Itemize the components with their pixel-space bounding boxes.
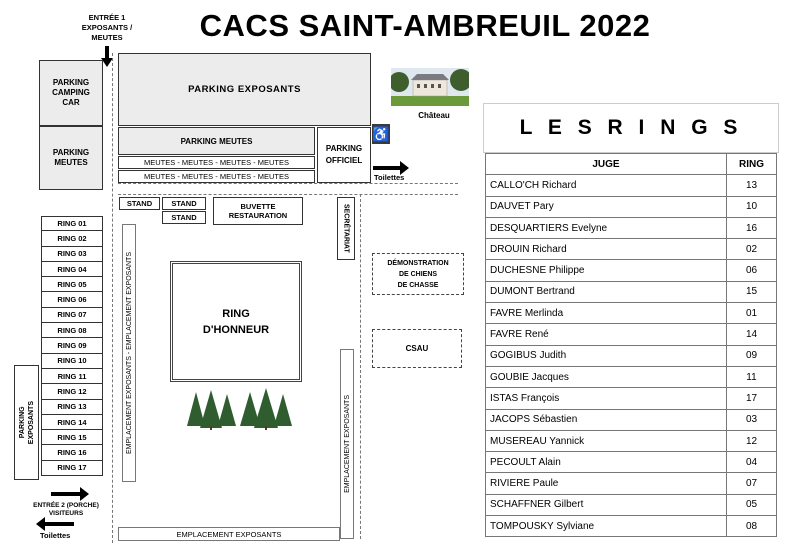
ring-number-cell: 06: [727, 260, 777, 281]
meutes-row-2-label: MEUTES - MEUTES - MEUTES - MEUTES: [143, 172, 289, 181]
table-row: [486, 366, 777, 387]
ring-number-cell: 11: [727, 366, 777, 387]
ring-list-item: RING 14: [41, 415, 103, 430]
ring-list-item: RING 04: [41, 262, 103, 277]
emplacement-exposants-left: [122, 224, 136, 482]
table-row: [486, 324, 777, 345]
parking-exposants-top: [118, 53, 371, 126]
ring-list-item: RING 03: [41, 247, 103, 262]
stand-2-label: STAND: [171, 199, 197, 208]
judge-name-cell: MUSEREAU Yannick: [486, 430, 727, 451]
judge-name-cell: ISTAS François: [486, 388, 727, 409]
judge-name-cell: TOMPOUSKY Sylviane: [486, 516, 727, 537]
entrance-1-line3: MEUTES: [91, 33, 123, 42]
path-line: [112, 53, 113, 543]
ring-number-cell: 08: [727, 516, 777, 537]
ring-list-item: RING 06: [41, 292, 103, 307]
ring-list-item: RING 02: [41, 231, 103, 246]
ring-number-cell: 13: [727, 175, 777, 196]
parking-exposants-top-label: PARKING EXPOSANTS: [188, 84, 301, 95]
table-row: [486, 281, 777, 302]
emplacement-left-label: EMPLACEMENT EXPOSANTS - EMPLACEMENT EXPOSANTS: [125, 251, 133, 454]
parking-meutes-center: [118, 127, 315, 155]
judges-table: [485, 153, 777, 537]
table-row: [486, 430, 777, 451]
ring-list-item: RING 08: [41, 323, 103, 338]
table-row: [486, 196, 777, 217]
emplacement-bottom-label: EMPLACEMENT EXPOSANTS: [176, 529, 282, 539]
ring-number-cell: 02: [727, 239, 777, 260]
parking-exposants-left-line2: EXPOSANTS: [27, 400, 35, 445]
ring-number-cell: 01: [727, 303, 777, 324]
table-row: [486, 217, 777, 238]
buvette-line2: RESTAURATION: [228, 211, 288, 220]
parking-officiel-line2: OFFICIEL: [325, 156, 363, 165]
ring-list-item: RING 17: [41, 461, 103, 476]
parking-camping-car: [39, 60, 103, 126]
buvette-line1: BUVETTE: [240, 202, 276, 211]
ring-number-cell: 17: [727, 388, 777, 409]
wheelchair-icon: ♿: [372, 126, 390, 142]
meutes-row-2: [118, 170, 315, 183]
meutes-row-1-label: MEUTES - MEUTES - MEUTES - MEUTES: [143, 158, 289, 167]
rings-heading: L E S R I N G S: [519, 116, 743, 139]
judge-name-cell: FAVRE René: [486, 324, 727, 345]
ring-list-item: RING 09: [41, 338, 103, 353]
chateau-photo: [391, 68, 469, 106]
emplacement-right-label: EMPLACEMENT EXPOSANTS: [343, 395, 351, 493]
buvette-restauration: [213, 197, 303, 225]
ring-list-item: RING 13: [41, 400, 103, 415]
chateau-label: Château: [418, 111, 450, 120]
ring-number-cell: 09: [727, 345, 777, 366]
ring-number-cell: 10: [727, 196, 777, 217]
parking-exposants-left-line1: PARKING: [18, 406, 26, 439]
parking-camping-car-line2: CAMPING: [52, 88, 90, 97]
ring-list-item: RING 01: [41, 216, 103, 231]
path-line: [118, 194, 458, 195]
rings-column: [41, 216, 103, 476]
rings-heading-box: [483, 103, 779, 153]
entrance-1-label: [70, 13, 144, 43]
ring-list-item: RING 05: [41, 277, 103, 292]
judge-name-cell: RIVIERE Paule: [486, 473, 727, 494]
judge-name-cell: DAUVET Pary: [486, 196, 727, 217]
judge-name-cell: DESQUARTIERS Evelyne: [486, 217, 727, 238]
table-row: [486, 175, 777, 196]
ring-number-cell: 14: [727, 324, 777, 345]
stand-3-label: STAND: [171, 213, 197, 222]
arrow-left-icon: [44, 522, 74, 526]
pine-tree-icon: [184, 388, 302, 430]
parking-meutes-center-label: PARKING MEUTES: [180, 136, 253, 146]
ring-list-item: RING 12: [41, 384, 103, 399]
meutes-row-1: [118, 156, 315, 169]
judge-name-cell: JACOPS Sébastien: [486, 409, 727, 430]
judge-name-cell: DUMONT Bertrand: [486, 281, 727, 302]
parking-officiel: [317, 127, 371, 183]
table-row: [486, 409, 777, 430]
parking-exposants-left: [14, 365, 39, 480]
table-row: [486, 345, 777, 366]
ring-honneur: [170, 261, 302, 382]
secretariat: [337, 197, 355, 260]
ring-number-cell: 16: [727, 217, 777, 238]
parking-camping-car-line3: CAR: [62, 98, 80, 107]
ring-list-item: RING 10: [41, 354, 103, 369]
judge-name-cell: FAVRE Merlinda: [486, 303, 727, 324]
ring-number-cell: 12: [727, 430, 777, 451]
csau-area: [372, 329, 462, 368]
ring-honneur-line1: RING: [222, 307, 250, 320]
path-line: [360, 194, 361, 539]
entrance-2-line1: ENTRÉE 2 (PORCHE): [33, 502, 99, 509]
judge-name-cell: PECOULT Alain: [486, 452, 727, 473]
demonstration-line3: DE CHASSE: [397, 281, 439, 289]
judge-column-header: JUGE: [486, 154, 727, 175]
parking-camping-car-line1: PARKING: [52, 78, 90, 87]
table-row: [486, 303, 777, 324]
stand-2: [162, 197, 206, 210]
judge-name-cell: CALLO'CH Richard: [486, 175, 727, 196]
entrance-1-line2: EXPOSANTS /: [81, 23, 133, 32]
toilets-right-label: Toilettes: [374, 173, 405, 182]
table-row: [486, 388, 777, 409]
ring-list-item: RING 07: [41, 308, 103, 323]
ring-honneur-line2: D'HONNEUR: [202, 323, 270, 336]
ring-list-item: RING 11: [41, 369, 103, 384]
ring-number-cell: 04: [727, 452, 777, 473]
table-row: [486, 452, 777, 473]
ring-number-cell: 03: [727, 409, 777, 430]
demonstration-line2: DE CHIENS: [398, 270, 438, 278]
entrance-2-label: [22, 502, 110, 518]
stand-1: [119, 197, 160, 210]
demonstration-chiens-de-chasse: [372, 253, 464, 295]
csau-label: CSAU: [405, 344, 429, 353]
table-row: [486, 260, 777, 281]
entrance-2-line2: VISITEURS: [48, 510, 84, 517]
judge-name-cell: DUCHESNE Philippe: [486, 260, 727, 281]
judge-name-cell: DROUIN Richard: [486, 239, 727, 260]
arrow-right-icon: [51, 492, 81, 496]
table-row: [486, 516, 777, 537]
arrow-right-icon: [373, 166, 401, 170]
table-row: [486, 473, 777, 494]
table-row: [486, 494, 777, 515]
entrance-1-line1: ENTRÉE 1: [88, 13, 126, 22]
demonstration-line1: DÉMONSTRATION: [387, 259, 449, 267]
ring-number-cell: 15: [727, 281, 777, 302]
emplacement-exposants-bottom: [118, 527, 340, 541]
parking-officiel-line1: PARKING: [325, 144, 363, 153]
parking-meutes-left: [39, 126, 103, 190]
judge-name-cell: GOGIBUS Judith: [486, 345, 727, 366]
path-line: [118, 183, 458, 184]
stand-1-label: STAND: [126, 199, 153, 208]
ring-number-cell: 07: [727, 473, 777, 494]
parking-meutes-left-line2: MEUTES: [54, 158, 88, 167]
page-title: CACS SAINT-AMBREUIL 2022: [199, 8, 651, 43]
ring-number-cell: 05: [727, 494, 777, 515]
judge-name-cell: SCHAFFNER Gilbert: [486, 494, 727, 515]
emplacement-exposants-right: [340, 349, 354, 539]
stand-3: [162, 211, 206, 224]
ring-list-item: RING 16: [41, 445, 103, 460]
judges-table-header: [486, 154, 777, 175]
table-row: [486, 239, 777, 260]
ring-column-header: RING: [727, 154, 777, 175]
judge-name-cell: GOUBIE Jacques: [486, 366, 727, 387]
ring-list-item: RING 15: [41, 430, 103, 445]
secretariat-label: SECRÉTARIAT: [342, 204, 350, 253]
parking-meutes-left-line1: PARKING: [52, 148, 90, 157]
toilets-bottom-label: Toilettes: [40, 531, 71, 540]
